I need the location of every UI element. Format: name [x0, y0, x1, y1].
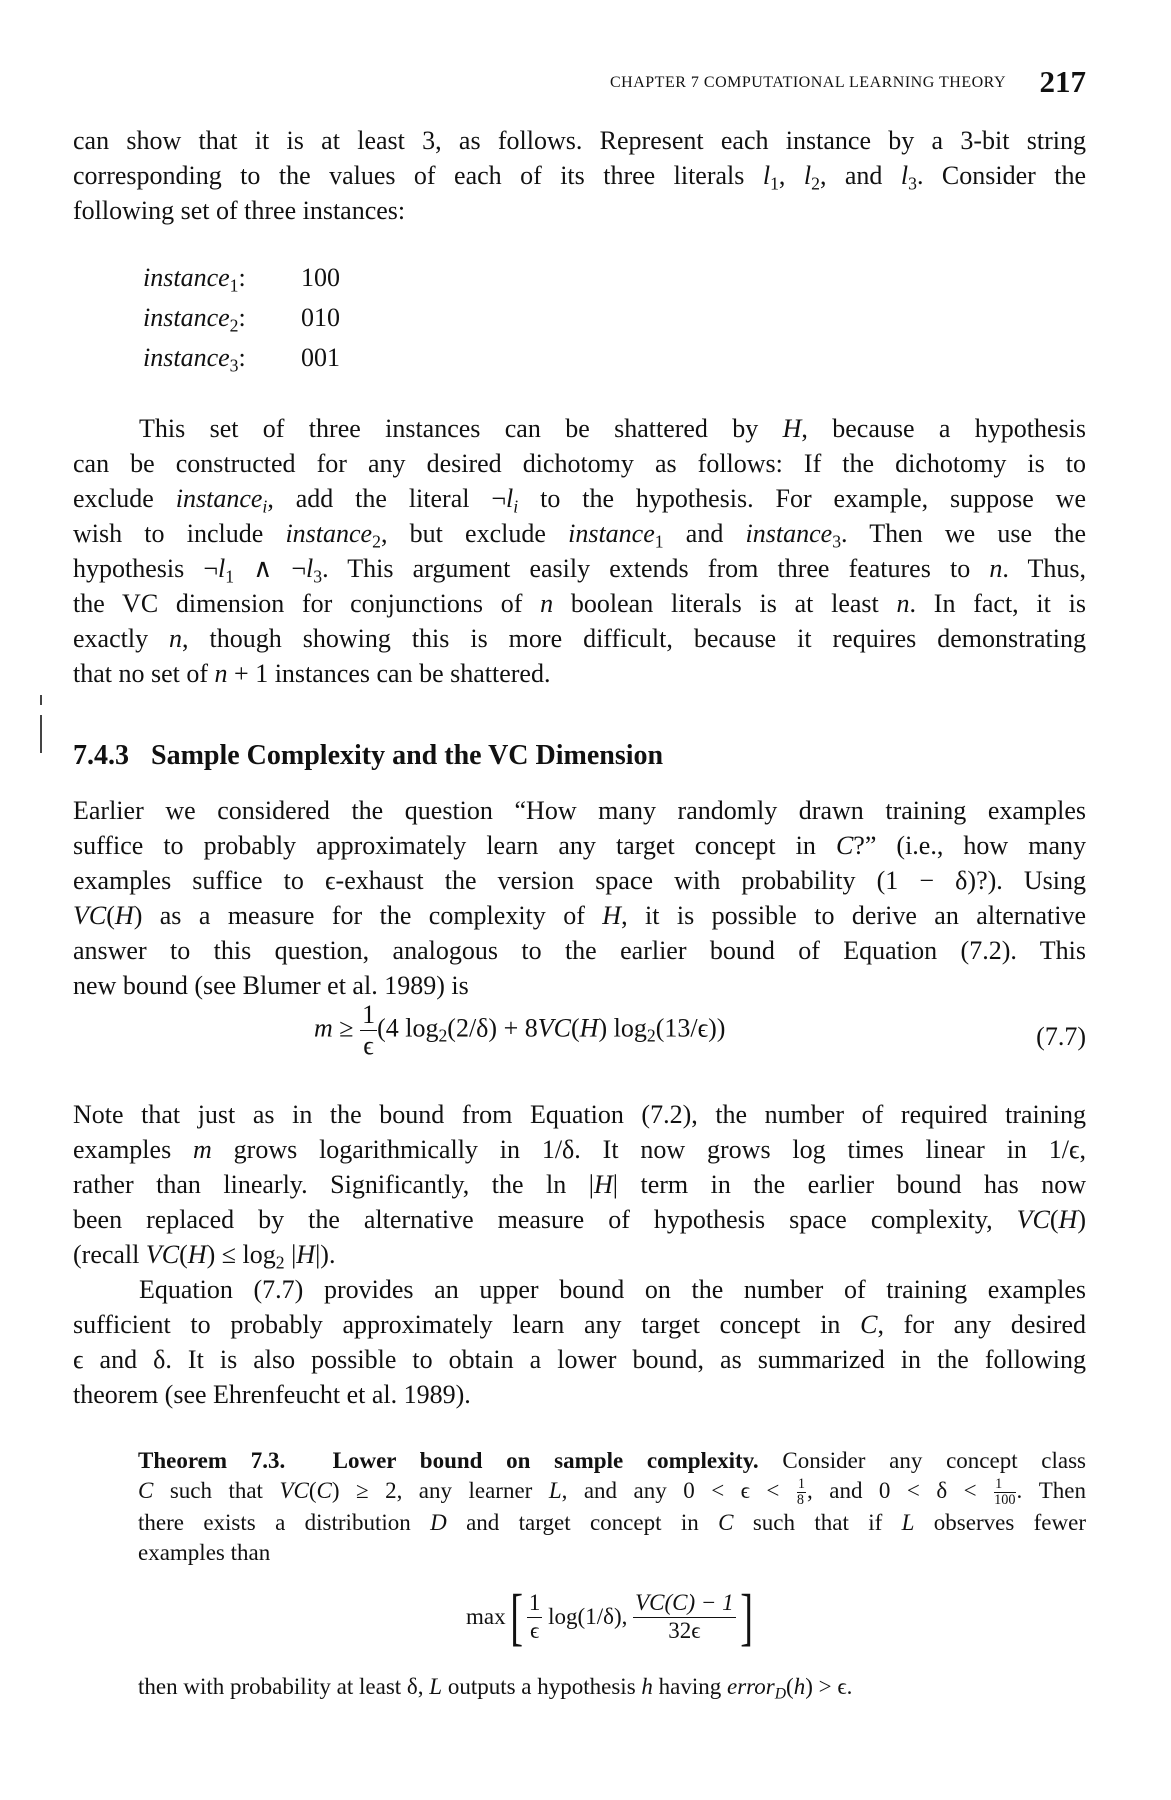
text-run: ) > ϵ.	[805, 1674, 853, 1699]
math-symbol: C	[835, 831, 854, 860]
text-run: ) as a measure for the complexity of	[133, 901, 603, 930]
text-run: , because a hypothesis	[801, 414, 1086, 443]
fraction: $\frac{1}{\epsilon}$	[362, 1000, 376, 1060]
math-symbol: l	[803, 161, 812, 190]
math-symbol: VC	[1016, 1205, 1050, 1234]
fraction: $\frac{1}{8}$	[796, 1476, 806, 1509]
math-symbol: n	[896, 589, 910, 618]
text-run: having	[652, 1674, 728, 1699]
equation-number: (7.7)	[1036, 1022, 1086, 1051]
text-run: |	[284, 1240, 297, 1269]
text-line	[73, 551, 1086, 586]
text-line	[138, 1672, 1086, 1702]
math-symbol: instance	[745, 519, 833, 548]
subscript: 2	[811, 173, 820, 194]
text-run: to the hypothesis. For example, suppose we	[518, 484, 1086, 513]
math-symbol: H	[114, 901, 134, 930]
bold-text: Theorem 7.3.	[138, 1448, 286, 1473]
fraction: $\frac{1}{100}$	[994, 1476, 1016, 1509]
subscript: 3	[313, 566, 323, 587]
text-line	[73, 1307, 1086, 1342]
instance-row: instance$_2$: 010	[143, 298, 340, 338]
math-symbol: C	[316, 1478, 332, 1503]
math-symbol: H	[602, 901, 622, 930]
subscript: 1	[225, 566, 235, 587]
theorem-7-3	[138, 1446, 1086, 1568]
text-run: that no set of	[73, 659, 215, 688]
text-run: . Thus,	[1002, 554, 1086, 583]
text-line	[73, 621, 1086, 656]
text-line	[138, 1538, 1086, 1568]
text-run: Earlier we considered the question “How many randomly drawn training examples	[73, 796, 1086, 825]
text-line	[73, 968, 1086, 1003]
text-run: | term in the earlier bound has now	[612, 1170, 1086, 1199]
text-run: ∧ ¬	[234, 554, 307, 583]
text-run: , it is possible to derive an alternative	[621, 901, 1086, 930]
text-run: ) ≤ log	[206, 1240, 276, 1269]
text-run: the VC dimension for conjunctions of	[73, 589, 541, 618]
math-symbol: VC	[279, 1478, 309, 1503]
text-line	[73, 1202, 1086, 1237]
math-symbol: n	[214, 659, 228, 688]
subscript: 2	[372, 531, 381, 552]
subscript: i	[513, 496, 519, 517]
text-run: (	[179, 1240, 188, 1269]
section-title: Sample Complexity and the VC Dimension	[151, 740, 664, 771]
text-line	[73, 411, 1086, 446]
text-run: exclude	[73, 484, 176, 513]
text-run: outputs a hypothesis	[442, 1674, 642, 1699]
text-run: then with probability at least δ,	[138, 1674, 430, 1699]
text-run: following set of three instances:	[73, 196, 406, 225]
text-run: ϵ and δ. It is also possible to obtain a lower bound, as summarized in the following	[73, 1345, 1086, 1374]
text-line	[73, 1132, 1086, 1167]
subscript: 2	[275, 1252, 285, 1273]
text-run: boolean literals is at least	[553, 589, 897, 618]
math-symbol: n	[169, 624, 183, 653]
math-symbol: C	[860, 1310, 878, 1339]
subscript: 1	[654, 531, 664, 552]
math-symbol: D	[430, 1510, 447, 1536]
paragraph-intro	[73, 123, 1086, 228]
text-run: Equation (7.7) provides an upper bound on the number of training examples	[139, 1275, 1086, 1304]
text-run: examples than	[138, 1540, 271, 1566]
math-symbol: instance	[285, 519, 373, 548]
text-run: (	[786, 1674, 794, 1699]
text-run: been replaced by the alternative measure of hypothesis space complexity,	[73, 1205, 1017, 1234]
math-symbol: m	[193, 1135, 212, 1164]
text-run: This set of three instances can be shattered by	[139, 414, 783, 443]
running-title: CHAPTER 7 COMPUTATIONAL LEARNING THEORY	[610, 74, 1006, 91]
math-symbol: H	[782, 414, 802, 443]
math-symbol: l	[900, 161, 909, 190]
text-run: there exists a distribution	[138, 1510, 431, 1536]
text-run: wish to include	[73, 519, 286, 548]
text-run: hypothesis ¬	[73, 554, 219, 583]
text-line	[138, 1508, 1086, 1538]
text-run: and	[663, 519, 746, 548]
text-run: (	[1049, 1205, 1059, 1234]
text-run: . Consider the	[916, 161, 1086, 190]
math-symbol: H	[1058, 1205, 1078, 1234]
text-line	[73, 516, 1086, 551]
math-symbol: n	[540, 589, 554, 618]
text-run: , but exclude	[380, 519, 569, 548]
text-run: exactly	[73, 624, 170, 653]
math-symbol: H	[593, 1170, 613, 1199]
bold-text: Lower bound on sample complexity.	[332, 1448, 759, 1473]
subscript: D	[774, 1685, 787, 1703]
margin-mark	[40, 695, 42, 705]
text-run: , though showing this is more difficult, because it requires demonstrating	[182, 624, 1086, 653]
math-symbol: instance	[175, 484, 263, 513]
math-symbol: l	[762, 161, 771, 190]
text-run: |).	[315, 1240, 336, 1269]
text-run: . In fact, it is	[909, 589, 1086, 618]
math-symbol: H	[187, 1240, 207, 1269]
math-symbol: instance	[568, 519, 655, 548]
paragraph-note	[73, 1097, 1086, 1272]
page-number: 217	[1039, 64, 1086, 99]
math-symbol: L	[548, 1478, 562, 1503]
text-line	[73, 446, 1086, 481]
text-run: sufficient to probably approximately learn any target concept in	[73, 1310, 861, 1339]
theorem-conclusion	[138, 1672, 1086, 1702]
text-run: Consider any concept class	[758, 1448, 1087, 1473]
paragraph-upper-bound	[73, 1272, 1086, 1412]
text-run: , and any 0 < ϵ <	[561, 1478, 796, 1503]
text-run: can show that it is at least 3, as follows. Represent each instance by a 3-bit string	[73, 126, 1086, 155]
text-line	[73, 123, 1086, 158]
text-run: examples	[73, 1135, 194, 1164]
text-run: , add the literal ¬	[267, 484, 507, 513]
text-line	[73, 793, 1086, 828]
math-symbol: error	[727, 1674, 775, 1699]
text-line	[73, 898, 1086, 933]
text-line	[73, 1272, 1086, 1307]
math-symbol: VC	[73, 901, 107, 930]
text-run: can be constructed for any desired dichotomy as follows: If the dichotomy is to	[73, 449, 1086, 478]
subscript: 3	[832, 531, 842, 552]
text-line	[73, 828, 1086, 863]
text-run: theorem (see Ehrenfeucht et al. 1989).	[73, 1380, 471, 1409]
text-line	[138, 1476, 1086, 1508]
text-line	[73, 586, 1086, 621]
instance-row: instance$_1$: 100	[143, 258, 340, 298]
text-run: (recall	[73, 1240, 146, 1269]
text-run: + 1 instances can be shattered.	[227, 659, 551, 688]
math-symbol: n	[989, 554, 1003, 583]
text-run: , for any desired	[877, 1310, 1087, 1339]
text-run: (	[308, 1478, 317, 1503]
text-run	[285, 1448, 332, 1473]
text-line	[73, 933, 1086, 968]
text-run: . Then	[1016, 1478, 1087, 1503]
text-run: corresponding to the values of each of its three literals	[73, 161, 763, 190]
subscript: 1	[770, 173, 779, 194]
text-run: (	[106, 901, 115, 930]
margin-mark	[40, 715, 42, 753]
math-symbol: C	[718, 1510, 734, 1536]
math-symbol: C	[138, 1478, 154, 1503]
section-number: 7.4.3	[73, 740, 129, 771]
math-symbol: h	[793, 1674, 806, 1699]
paragraph-shattering	[73, 411, 1086, 691]
text-line	[73, 1377, 1086, 1412]
math-symbol: l	[218, 554, 226, 583]
text-line	[73, 1167, 1086, 1202]
text-line	[73, 863, 1086, 898]
text-run: examples suffice to ϵ-exhaust the version space with probability (1 − δ)?). Using	[73, 866, 1086, 895]
instance-value: 010	[301, 303, 340, 332]
text-run: such that	[153, 1478, 280, 1503]
text-run: observes fewer	[914, 1510, 1086, 1536]
text-line	[73, 1097, 1086, 1132]
text-line	[73, 1237, 1086, 1272]
text-run: . Then we use the	[841, 519, 1087, 548]
text-line	[138, 1446, 1086, 1476]
text-run: ?” (i.e., how many	[853, 831, 1087, 860]
text-run: , and	[819, 161, 901, 190]
text-line	[73, 193, 1086, 228]
text-run: , and 0 < δ <	[807, 1478, 994, 1503]
text-run: answer to this question, analogous to the earlier bound of Equation (7.2). This	[73, 936, 1086, 965]
math-symbol: h	[641, 1674, 653, 1699]
text-run: new bound (see Blumer et al. 1989) is	[73, 971, 469, 1000]
text-run: such that if	[733, 1510, 902, 1536]
paragraph-sample-complexity	[73, 793, 1086, 1003]
text-run: and target concept in	[446, 1510, 719, 1536]
math-symbol: L	[429, 1674, 443, 1699]
math-symbol: VC	[145, 1240, 180, 1269]
fraction: 1 ϵ	[528, 1590, 541, 1643]
text-line	[73, 158, 1086, 193]
text-run: )	[1077, 1205, 1086, 1234]
section-heading	[73, 740, 663, 772]
subscript: 3	[908, 173, 917, 194]
text-run: ) ≥ 2, any learner	[331, 1478, 549, 1503]
text-run: rather than linearly. Significantly, the ln |	[73, 1170, 594, 1199]
text-line	[73, 1342, 1086, 1377]
instance-value: 001	[301, 343, 340, 372]
math-symbol: H	[296, 1240, 316, 1269]
text-run: Note that just as in the bound from Equation (7.2), the number of required training	[73, 1100, 1086, 1129]
instance-list	[143, 258, 340, 378]
text-line	[73, 481, 1086, 516]
fraction: VC(C) − 1 32ϵ	[635, 1590, 734, 1643]
instance-value: 100	[301, 263, 340, 292]
text-run: suffice to probably approximately learn any target concept in	[73, 831, 836, 860]
text-run: ,	[778, 161, 804, 190]
text-run: grows logarithmically in 1/δ. It now grows log times linear in 1/ϵ,	[211, 1135, 1087, 1164]
subscript: i	[262, 496, 268, 517]
math-symbol: L	[901, 1510, 915, 1536]
instance-row: instance$_3$: 001	[143, 338, 340, 378]
math-symbol: l	[306, 554, 314, 583]
text-run: . This argument easily extends from three features to	[322, 554, 990, 583]
math-symbol: l	[506, 484, 514, 513]
page-header	[73, 64, 1086, 100]
text-line	[73, 656, 1086, 691]
